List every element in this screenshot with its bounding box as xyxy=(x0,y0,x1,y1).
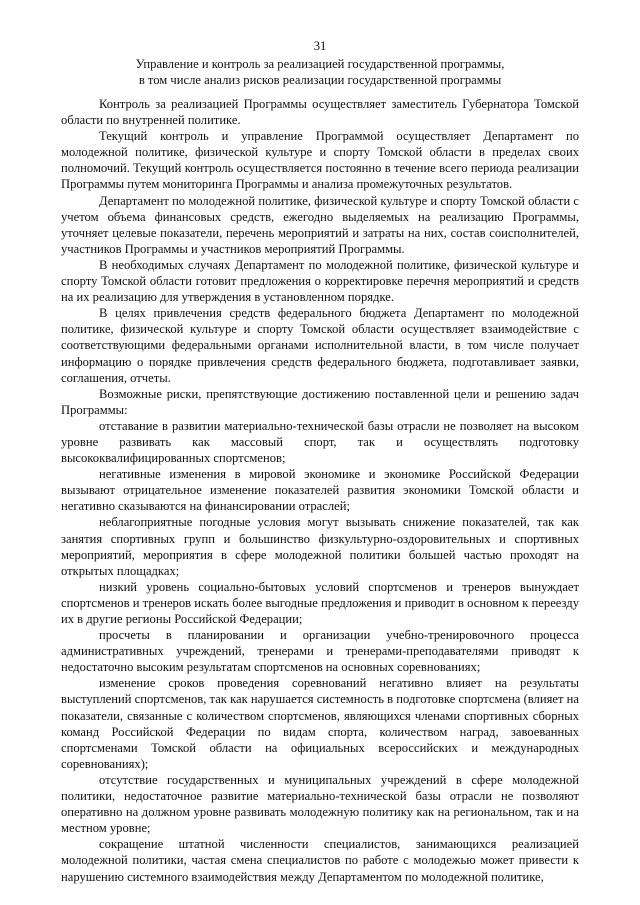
heading-line-1: Управление и контроль за реализацией государственной программы, xyxy=(135,57,505,71)
paragraph: Департамент по молодежной политике, физической культуре и спорту Томской области с учетом объема финансовых средств, ежегодно выделяемых на реализацию Программы, уточняет целевые показатели, перечень мероприятий и затраты на них, состав соисполнителей, участников Программы и участников мероприятий Программы. xyxy=(61,193,579,256)
risk-item: изменение сроков проведения соревнований негативно влияет на результаты выступлений спортсменов, так как нарушается системность в подготовке спортсмена (влияет на показатели, связанные с количеством спортсменов, являющихся членами спортивных сборных команд Российской Федерации по видам спорта, количеством наград, завоеванных спортсменами Томской области на официальных всероссийских и международных соревнованиях); xyxy=(61,676,579,771)
risk-item: низкий уровень социально-бытовых условий спортсменов и тренеров вынуждает спортсменов и тренеров искать более выгодные предложения и приводит в основном к переезду их в другие регионы Российской Федерации; xyxy=(61,579,579,626)
paragraph: В целях привлечения средств федерального бюджета Департамент по молодежной политике, физической культуре и спорту Томской области осуществляет взаимодействие с соответствующими федеральными органами исполнительной власти, в том числе получает информацию о порядке привлечения средств федерального бюджета, подготавливает заявки, соглашения, отчеты. xyxy=(61,306,579,385)
section-heading xyxy=(60,56,580,88)
risk-item: сокращение штатной численности специалистов, занимающихся реализацией молодежной политики, частая смена специалистов по работе с молодежью может привести к нарушению системного взаимодействия между Департаментом по молодежной политике, xyxy=(61,837,579,884)
paragraph: В необходимых случаях Департамент по молодежной политике, физической культуре и спорту Томской области готовит предложения о корректировке перечня мероприятий и средств на их реализацию для утверждения в установленном порядке. xyxy=(61,257,579,305)
risk-item: просчеты в планировании и организации учебно-тренировочного процесса административных учреждений, тренерами и тренерами-преподавателями приводят к недостаточно высоким результатам спортсменов на основных соревнованиях; xyxy=(61,628,579,675)
risk-item: отставание в развитии материально-технической базы отрасли не позволяет на высоком уровне развивать как массовый спорт, так и осуществлять подготовку высококвалифицированных спортсменов; xyxy=(61,418,579,466)
risk-item: неблагоприятные погодные условия могут вызывать снижение показателей, так как занятия спортивных групп и большинство физкультурно-оздоровительных и спортивных мероприятий, мероприятия в сфере молодежной политики большей частью проходят на открытых площадках; xyxy=(61,515,579,578)
heading-line-2: в том числе анализ рисков реализации государственной программы xyxy=(138,73,502,88)
document-body xyxy=(61,96,579,885)
paragraph: Контроль за реализацией Программы осуществляет заместитель Губернатора Томской области по внутренней политике. xyxy=(61,97,579,128)
paragraph: Возможные риски, препятствующие достижению поставленной цели и решению задач Программы: xyxy=(61,386,579,417)
paragraph: Текущий контроль и управление Программой осуществляет Департамент по молодежной политике, физической культуре и спорту Томской области в пределах своих полномочий. Текущий контроль осуществляется постоянно в течение всего периода реализации Программы путем мониторинга Программы и анализа промежуточных результатов. xyxy=(61,129,579,192)
risk-item: негативные изменения в мировой экономике и экономике Российской Федерации вызывают отрицательное изменение показателей развития экономики Томской области и негативно сказываются на финансировании отраслей; xyxy=(61,467,579,514)
page-number: 31 xyxy=(313,39,327,53)
risk-item: отсутствие государственных и муниципальных учреждений в сфере молодежной политики, недостаточное развитие материально-технической базы отрасли не позволяют оперативно на должном уровне развивать молодежную политику как на региональном, так и на местном уровне; xyxy=(61,772,579,836)
